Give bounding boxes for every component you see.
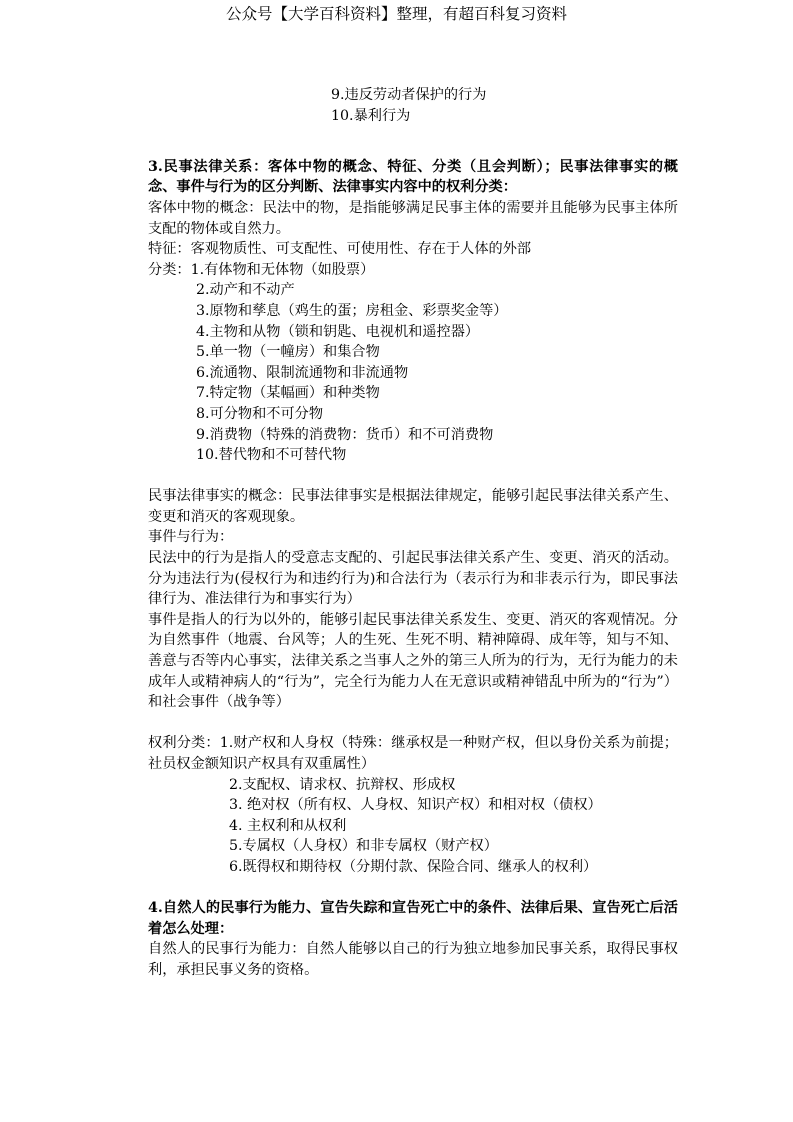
legal-fact-concept: 民事法律事实的概念：民事法律事实是根据法律规定，能够引起民事法律关系产生、变更和消灭的客观现象。 <box>148 488 678 525</box>
list-item: 4.主物和从物（锁和钥匙、电视机和遥控器） <box>196 323 480 340</box>
spacer <box>148 147 678 157</box>
spacer <box>148 126 678 147</box>
list-item: 9.违反劳动者保护的行为 <box>331 87 487 103</box>
spacer <box>148 466 678 487</box>
list-item: 8.可分物和不可分物 <box>196 405 324 422</box>
list-item: 2.支配权、请求权、抗辩权、形成权 <box>229 776 456 793</box>
list-item: 10.暴利行为 <box>331 107 411 124</box>
object-concept: 客体中物的概念：民法中的物，是指能够满足民事主体的需要并且能够为民事主体所支配的物体或自然力。 <box>148 199 678 237</box>
list-item: 6.流通物、限制流通物和非流通物 <box>196 364 409 381</box>
section3-heading: 3.民事法律关系：客体中物的概念、特征、分类（且会判断）；民事法律事实的概念、事件与行为的区分判断、法律事实内容中的权利分类： <box>148 158 678 196</box>
spacer <box>148 713 678 734</box>
list-item: 4. 主权利和从权利 <box>229 817 347 834</box>
list-item: 3.原物和孳息（鸡生的蛋；房租金、彩票奖金等） <box>196 302 508 319</box>
list-item: 5.专属权（人身权）和非专属权（财产权） <box>229 838 498 855</box>
object-class-list <box>148 280 678 465</box>
list-item: 3. 绝对权（所有权、人身权、知识产权）和相对权（债权） <box>229 797 602 814</box>
object-class-first: 分类：1.有体物和无体物（如股票） <box>148 261 375 278</box>
list-item: 6.既得权和期待权（分期付款、保险合同、继承人的权利） <box>229 858 598 875</box>
event-act-title: 事件与行为： <box>148 529 234 546</box>
civil-capacity: 自然人的民事行为能力：自然人能够以自己的行为独立地参加民事关系，取得民事权利，承担民事义务的资格。 <box>148 941 678 978</box>
rights-class-first: 权利分类：1.财产权和人身权（特殊：继承权是一种财产权，但以身份关系为前提；社员权金额知识产权具有双重属性） <box>148 735 678 772</box>
spacer <box>148 878 678 899</box>
section4-heading: 4.自然人的民事行为能力、宣告失踪和宣告死亡中的条件、法律后果、宣告死亡后活着怎么处理： <box>148 900 678 937</box>
list-item: 7.特定物（某幅画）和种类物 <box>196 385 380 402</box>
list-item: 9.消费物（特殊的消费物：货币）和不可消费物 <box>196 426 494 443</box>
list-item: 2.动产和不动产 <box>196 282 295 299</box>
top-items-list <box>148 85 678 126</box>
list-item: 10.替代物和不可替代物 <box>196 447 347 464</box>
event-text: 事件是指人的行为以外的，能够引起民事法律关系发生、变更、消灭的客观情况。分为自然事件（地震、台风等；人的生死、生死不明、精神障碍、成年等，知与不知、善意与否等内心事实，法律关系之当事人之外的第三人所为的行为，无行为能力的未成年人或精神病人的“行为”，完全行为能力人在无意识或精神错乱中所为的“行为”）和社会事件（战争等） <box>148 611 678 711</box>
act-text: 民法中的行为是指人的受意志支配的、引起民事法律关系产生、变更、消灭的活动。分为违法行为(侵权行为和违约行为)和合法行为（表示行为和非表示行为，即民事法律行为、准法律行为和事实行为） <box>148 550 678 608</box>
list-item: 5.单一物（一幢房）和集合物 <box>196 344 380 361</box>
page-header: 公众号【大学百科资料】整理，有超百科复习资料 <box>225 5 567 23</box>
object-features: 特征：客观物质性、可支配性、可使用性、存在于人体的外部 <box>148 241 532 258</box>
document-body <box>148 85 678 981</box>
rights-class-list <box>148 775 678 878</box>
